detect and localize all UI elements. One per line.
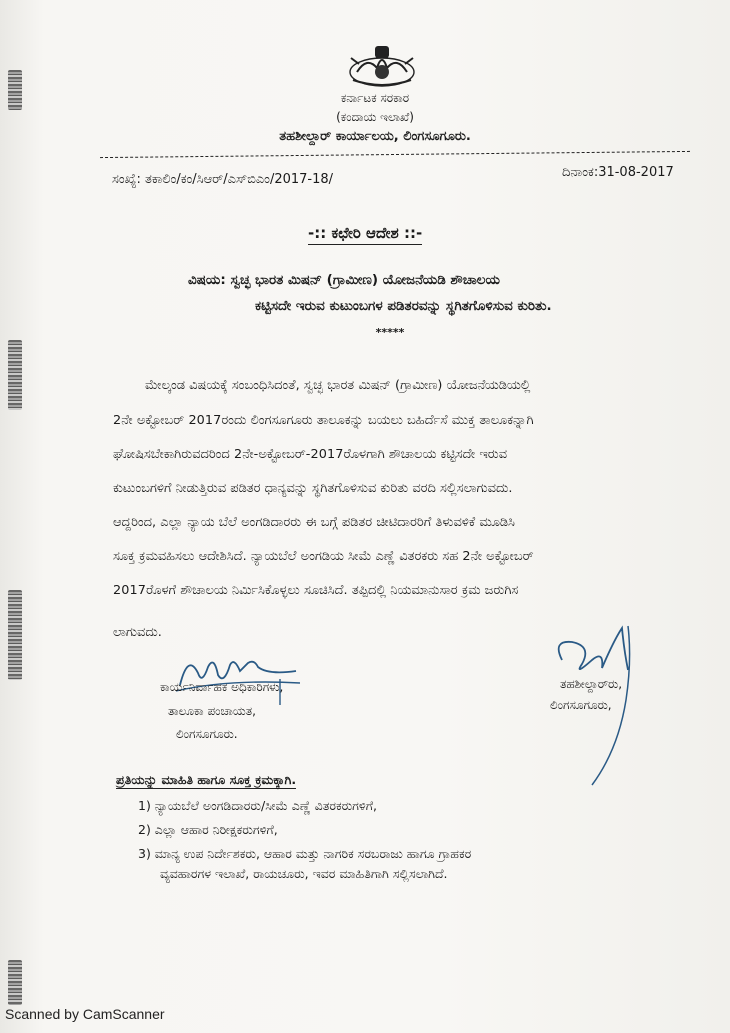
body-line: ಮೇಲ್ಕಂಡ ವಿಷಯಕ್ಕೆ ಸಂಬಂಧಿಸಿದಂತೆ, ಸ್ವಚ್ಛ ಭಾರತ ಮಿಷನ್ (ಗ್ರಾಮೀಣ) ಯೋಜನೆಯಡಿಯಲ್ಲಿ	[145, 378, 531, 393]
binder-edge-upper	[8, 340, 22, 410]
signatory-right-place: ಲಿಂಗಸೂಗೂರು,	[550, 698, 612, 712]
signatory-left-designation: ಕಾರ್ಯನಿರ್ವಾಹಕ ಅಧಿಕಾರಿಗಳು,	[160, 680, 284, 694]
header-government: ಕರ್ನಾಟಕ ಸರಕಾರ	[340, 91, 410, 105]
signatory-left-place: ಲಿಂಗಸೂಗೂರು.	[176, 727, 238, 741]
subject-line-2: ಕಟ್ಟಿಸದೇ ಇರುವ ಕುಟುಂಬಗಳ ಪಡಿತರವನ್ನು ಸ್ಥಗಿತಗೊಳಿಸುವ ಕುರಿತು.	[255, 298, 552, 314]
header-office: ತಹಶೀಲ್ದಾರ್ ಕಾರ್ಯಾಲಯ, ಲಿಂಗಸೂಗೂರು.	[279, 129, 471, 144]
body-line: ಆದ್ದರಿಂದ, ಎಲ್ಲಾ ನ್ಯಾಯ ಬೆಲೆ ಅಂಗಡಿದಾರರು ಈ ಬಗ್ಗೆ ಪಡಿತರ ಚೀಟಿದಾರರಿಗೆ ತಿಳುವಳಿಕೆ ಮೂಡಿಸಿ	[113, 515, 515, 530]
scanner-watermark: Scanned by CamScanner	[5, 1006, 165, 1022]
body-line: ಸೂಕ್ತ ಕ್ರಮವಹಿಸಲು ಆದೇಶಿಸಿದೆ. ನ್ಯಾಯಬೆಲೆ ಅಂಗಡಿಯ ಸೀಮೆ ಎಣ್ಣೆ ವಿತರಕರು ಸಹ 2ನೇ ಅಕ್ಟೋಬರ್	[113, 549, 534, 564]
signatory-right-designation: ತಹಶೀಲ್ದಾರ್‌ರು,	[560, 677, 623, 691]
state-emblem-icon	[347, 42, 417, 90]
copy-item: 3) ಮಾನ್ಯ ಉಪ ನಿರ್ದೇಶಕರು, ಆಹಾರ ಮತ್ತು ನಾಗರಿಕ ಸರಬರಾಜು ಹಾಗೂ ಗ್ರಾಹಕರ	[138, 846, 472, 861]
body-line: 2017ರೊಳಗೆ ಶೌಚಾಲಯ ನಿರ್ಮಿಸಿಕೊಳ್ಳಲು ಸೂಚಿಸಿದೆ. ತಪ್ಪಿದಲ್ಲಿ ನಿಯಮಾನುಸಾರ ಕ್ರಮ ಜರುಗಿಸ	[113, 583, 519, 598]
header-divider	[100, 151, 690, 158]
subject-line-1: ವಿಷಯ: ಸ್ವಚ್ಛ ಭಾರತ ಮಿಷನ್ (ಗ್ರಾಮೀಣ) ಯೋಜನೆಯಡಿ ಶೌಚಾಲಯ	[188, 272, 501, 288]
order-title: -:: ಕಛೇರಿ ಆದೇಶ ::-	[308, 224, 422, 245]
signature-left	[168, 645, 308, 705]
body-line: ಘೋಷಿಸಬೇಕಾಗಿರುವದರಿಂದ 2ನೇ-ಅಕ್ಟೋಬರ್-2017ರೊಳಗಾಗಿ ಶೌಚಾಲಯ ಕಟ್ಟಿಸದೇ ಇರುವ	[113, 447, 508, 462]
copy-item: 1) ನ್ಯಾಯಬೆಲೆ ಅಂಗಡಿದಾರರು/ಸೀಮೆ ಎಣ್ಣೆ ವಿತರಕರುಗಳಿಗೆ,	[138, 798, 377, 813]
copies-heading: ಪ್ರತಿಯನ್ನು ಮಾಹಿತಿ ಹಾಗೂ ಸೂಕ್ತ ಕ್ರಮಕ್ಕಾಗಿ.	[116, 772, 297, 787]
body-line: ಕುಟುಂಬಗಳಿಗೆ ನೀಡುತ್ತಿರುವ ಪಡಿತರ ಧಾನ್ಯವನ್ನು ಸ್ಥಗಿತಗೊಳಿಸುವ ಕುರಿತು ವರದಿ ಸಲ್ಲಿಸಲಾಗುವದು.	[113, 481, 513, 496]
document-date: ದಿನಾಂಕ:31-08-2017	[562, 165, 674, 180]
reference-number: ಸಂಖ್ಯೆ: ತಕಾಲಿಂ/ಕಂ/ಸಿಆರ್/ಎಸ್‌ಬಿಎಂ/2017-18/	[112, 172, 334, 187]
signatory-left-office: ತಾಲೂಕಾ ಪಂಚಾಯತ,	[168, 704, 256, 718]
separator-stars: *****	[375, 326, 405, 339]
body-line: ಲಾಗುವದು.	[113, 625, 162, 640]
body-line: 2ನೇ ಅಕ್ಟೋಬರ್ 2017ರಂದು ಲಿಂಗಸೂಗೂರು ತಾಲೂಕನ್ನು ಬಯಲು ಬಹಿರ್ದೆಸೆ ಮುಕ್ತ ತಾಲೂಕನ್ನಾಗಿ	[113, 413, 534, 428]
binder-edge-lower	[8, 960, 22, 1005]
copy-item: 2) ಎಲ್ಲಾ ಆಹಾರ ನಿರೀಕ್ಷಕರುಗಳಿಗೆ,	[138, 822, 278, 837]
binder-edge-middle	[8, 590, 22, 680]
header-department: (ಕಂದಾಯ ಇಲಾಖೆ)	[336, 110, 414, 124]
copy-item-continued: ವ್ಯವಹಾರಗಳ ಇಲಾಖೆ, ರಾಯಚೂರು, ಇವರ ಮಾಹಿತಿಗಾಗಿ ಸಲ್ಲಿಸಲಾಗಿದೆ.	[160, 866, 448, 881]
